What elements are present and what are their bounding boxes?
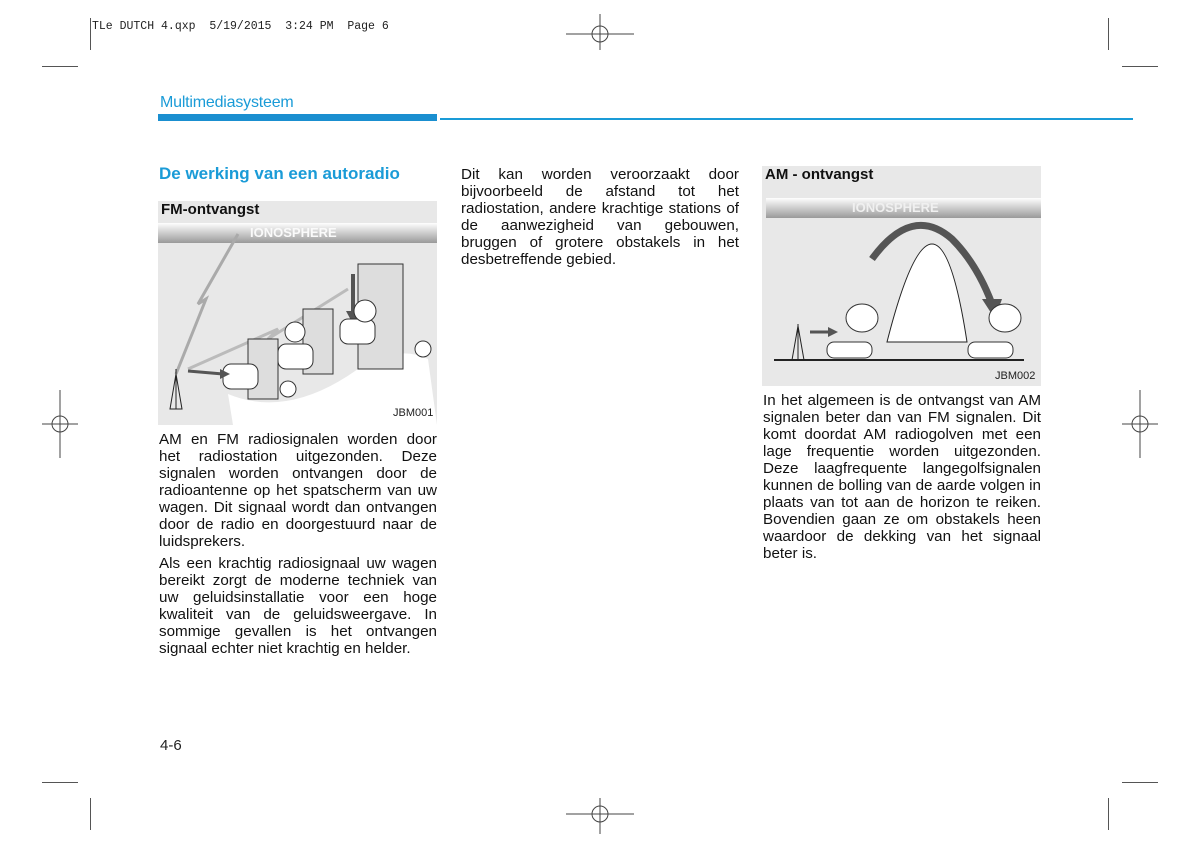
fm-illustration	[158, 219, 437, 425]
paragraph: Als een krachtig radiosignaal uw wagen bereikt zorgt de moderne techniek van uw geluidsinstallatie voor een hoge kwaliteit van de geluidsweergave. In sommige gevallen is het ontvangen signaal echter niet krachtig en helder.	[159, 555, 437, 657]
figure-title: FM-ontvangst	[161, 201, 260, 218]
am-illustration	[762, 184, 1041, 386]
print-slug: TLe DUTCH 4.qxp 5/19/2015 3:24 PM Page 6	[92, 20, 389, 33]
fm-reception-figure	[158, 201, 437, 425]
page-number: 4-6	[160, 737, 182, 754]
figure-code: JBM002	[995, 370, 1036, 382]
col2-text	[461, 166, 739, 273]
figure-code: JBM001	[393, 407, 434, 419]
page-heading: De werking van een autoradio	[159, 164, 400, 183]
header-rule	[440, 118, 1133, 120]
paragraph: In het algemeen is de ontvangst van AM signalen beter dan van FM signalen. Dit komt doordat AM radiogolven met een lage frequentie worden uitgezonden. Deze laagfrequente langegolfsignalen kunnen de bolling van de aarde volgen in plaats van tot aan de horizon te reiken. Bovendien gaan ze om obstakels heen waardoor de dekking van het signaal beter is.	[763, 392, 1041, 562]
col1-text	[159, 431, 437, 662]
am-reception-figure	[762, 166, 1041, 386]
col3-text	[763, 392, 1041, 567]
paragraph: Dit kan worden veroorzaakt door bijvoorbeeld de afstand tot het radiostation, andere krachtige stations of de aanwezigheid van gebouwen, bruggen of grotere obstakels in het desbetreffende gebied.	[461, 166, 739, 268]
figure-title: AM - ontvangst	[765, 166, 874, 183]
header-bar	[158, 114, 437, 121]
paragraph: AM en FM radiosignalen worden door het radiostation uitgezonden. Deze signalen worden ontvangen door de radioantenne op het spatscherm van uw wagen. Dit signaal wordt dan ontvangen door de radio en doorgestuurd naar de luidsprekers.	[159, 431, 437, 550]
ionosphere-label: IONOSPHERE	[250, 225, 337, 240]
section-title: Multimediasysteem	[160, 94, 294, 111]
ionosphere-label: IONOSPHERE	[852, 200, 939, 215]
